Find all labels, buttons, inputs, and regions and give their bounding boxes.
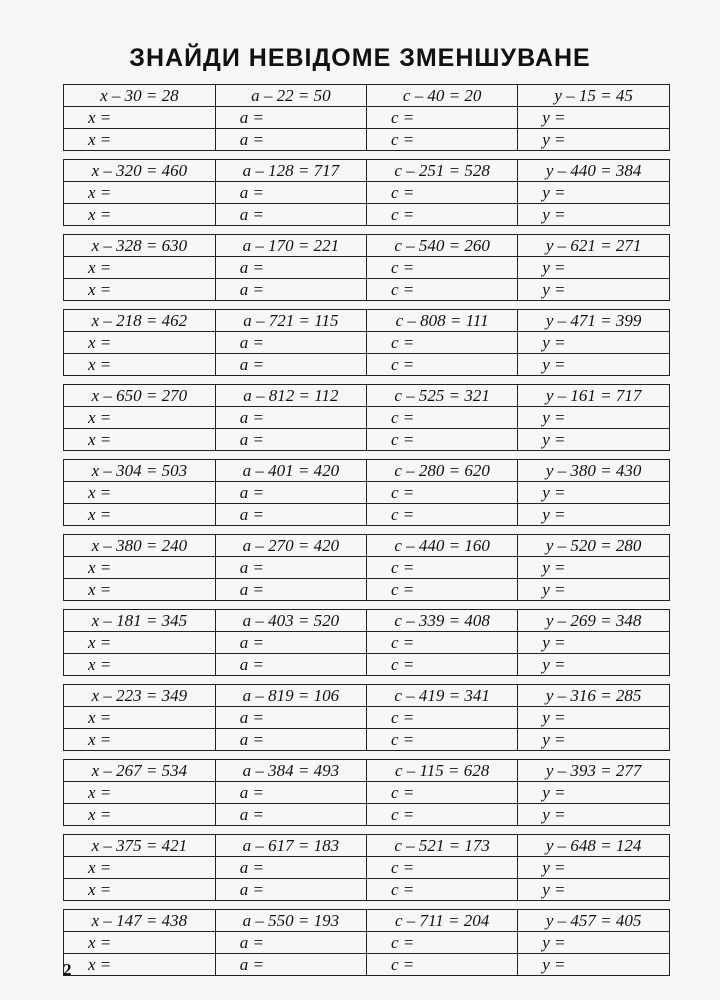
answer-field-y[interactable]: y =: [518, 632, 669, 654]
equation-block: [63, 759, 670, 826]
answer-field-x[interactable]: x =: [64, 204, 215, 226]
answer-field-x[interactable]: x =: [64, 879, 215, 901]
answer-field-y[interactable]: y =: [518, 782, 669, 804]
equation-a: a – 550 = 193: [215, 910, 366, 932]
answer-field-a[interactable]: a =: [215, 654, 366, 676]
answer-field-c[interactable]: c =: [367, 182, 518, 204]
answer-field-c[interactable]: c =: [367, 407, 518, 429]
answer-field-x[interactable]: x =: [64, 129, 215, 151]
answer-field-y[interactable]: y =: [518, 332, 669, 354]
answer-field-y[interactable]: y =: [542, 804, 566, 824]
answer-field-c[interactable]: c =: [367, 429, 518, 451]
equation-block: [63, 834, 670, 901]
answer-field-c[interactable]: c =: [367, 804, 518, 826]
answer-field-y[interactable]: y =: [518, 182, 669, 204]
equation-y: y – 380 = 430: [518, 460, 669, 482]
answer-field-x[interactable]: x =: [64, 332, 215, 354]
answer-field-c[interactable]: c =: [367, 579, 518, 601]
equation-c: c – 711 = 204: [367, 910, 518, 932]
answer-field-x[interactable]: x =: [64, 504, 215, 526]
equation-c: c – 40 = 20: [367, 85, 518, 107]
answer-field-c[interactable]: c =: [367, 332, 518, 354]
answer-field-c[interactable]: c =: [367, 129, 518, 151]
equation-block: [63, 84, 670, 151]
equation-y: y – 457 = 405: [518, 910, 669, 932]
page-title: ЗНАЙДИ НЕВІДОМЕ ЗМЕНШУВАНЕ: [129, 44, 591, 72]
answer-field-y[interactable]: y =: [542, 654, 566, 674]
answer-field-x[interactable]: x =: [64, 579, 215, 601]
equation-x: x – 218 = 462: [64, 310, 215, 332]
answer-field-x[interactable]: x =: [64, 707, 215, 729]
equation-x: x – 650 = 270: [64, 385, 215, 407]
equation-a: a – 819 = 106: [215, 685, 366, 707]
answer-field-c[interactable]: c =: [367, 857, 518, 879]
answer-field-x[interactable]: x =: [64, 804, 215, 826]
answer-field-c[interactable]: c =: [367, 257, 518, 279]
equation-block: [63, 534, 670, 601]
equation-y: y – 471 = 399: [518, 310, 669, 332]
answer-field-a[interactable]: a =: [215, 129, 366, 151]
equation-a: a – 812 = 112: [215, 385, 366, 407]
equation-block: [63, 609, 670, 676]
answer-field-c[interactable]: c =: [367, 557, 518, 579]
answer-field-a[interactable]: a =: [215, 429, 366, 451]
answer-field-a[interactable]: a =: [215, 879, 366, 901]
equation-a: a – 170 = 221: [215, 235, 366, 257]
answer-field-a[interactable]: a =: [215, 354, 366, 376]
equation-x: x – 380 = 240: [64, 535, 215, 557]
answer-field-x[interactable]: x =: [64, 557, 215, 579]
answer-field-x[interactable]: x =: [64, 107, 215, 129]
equation-y: y – 15 = 45: [518, 85, 669, 107]
equation-block: [63, 384, 670, 451]
answer-field-y[interactable]: y =: [542, 954, 566, 974]
answer-field-x[interactable]: x =: [64, 782, 215, 804]
answer-field-y[interactable]: y =: [542, 204, 566, 224]
answer-field-a[interactable]: a =: [215, 332, 366, 354]
answer-field-y[interactable]: y =: [518, 107, 669, 129]
answer-field-c[interactable]: c =: [367, 879, 518, 901]
equation-a: a – 22 = 50: [215, 85, 366, 107]
answer-field-a[interactable]: a =: [215, 729, 366, 751]
answer-field-c[interactable]: c =: [367, 354, 518, 376]
equation-y: y – 440 = 384: [518, 160, 669, 182]
answer-field-y[interactable]: y =: [518, 257, 669, 279]
answer-field-c[interactable]: c =: [367, 504, 518, 526]
answer-field-x[interactable]: x =: [64, 429, 215, 451]
answer-field-a[interactable]: a =: [215, 707, 366, 729]
answer-field-a[interactable]: a =: [215, 279, 366, 301]
answer-field-a[interactable]: a =: [215, 257, 366, 279]
answer-field-y[interactable]: y =: [542, 579, 566, 599]
answer-field-x[interactable]: x =: [64, 654, 215, 676]
answer-field-a[interactable]: a =: [215, 857, 366, 879]
answer-field-a[interactable]: a =: [215, 182, 366, 204]
equation-block: [63, 909, 670, 976]
equation-c: c – 115 = 628: [367, 760, 518, 782]
equation-c: c – 808 = 111: [367, 310, 518, 332]
answer-field-a[interactable]: a =: [215, 632, 366, 654]
equation-y: y – 621 = 271: [518, 235, 669, 257]
equation-c: c – 440 = 160: [367, 535, 518, 557]
equation-x: x – 320 = 460: [64, 160, 215, 182]
answer-field-x[interactable]: x =: [64, 482, 215, 504]
answer-field-c[interactable]: c =: [367, 107, 518, 129]
equation-a: a – 384 = 493: [215, 760, 366, 782]
equation-a: a – 403 = 520: [215, 610, 366, 632]
answer-field-y[interactable]: y =: [542, 504, 566, 524]
answer-field-c[interactable]: c =: [367, 932, 518, 954]
answer-field-x[interactable]: x =: [64, 257, 215, 279]
answer-field-y[interactable]: y =: [518, 407, 669, 429]
answer-field-y[interactable]: y =: [518, 557, 669, 579]
equation-y: y – 520 = 280: [518, 535, 669, 557]
answer-field-a[interactable]: a =: [215, 932, 366, 954]
equation-c: c – 251 = 528: [367, 160, 518, 182]
equation-c: c – 419 = 341: [367, 685, 518, 707]
answer-field-a[interactable]: a =: [215, 482, 366, 504]
answer-field-c[interactable]: c =: [367, 954, 518, 976]
answer-field-y[interactable]: y =: [542, 354, 566, 374]
equation-a: a – 617 = 183: [215, 835, 366, 857]
answer-field-x[interactable]: x =: [64, 954, 215, 976]
equation-block: [63, 234, 670, 301]
answer-field-c[interactable]: c =: [367, 729, 518, 751]
answer-field-c[interactable]: c =: [367, 204, 518, 226]
equation-x: x – 223 = 349: [64, 685, 215, 707]
answer-field-a[interactable]: a =: [215, 557, 366, 579]
equation-c: c – 339 = 408: [367, 610, 518, 632]
answer-field-y[interactable]: y =: [518, 482, 669, 504]
answer-field-a[interactable]: a =: [215, 107, 366, 129]
answer-field-x[interactable]: x =: [64, 632, 215, 654]
equation-x: x – 267 = 534: [64, 760, 215, 782]
equation-y: y – 269 = 348: [518, 610, 669, 632]
equation-y: y – 648 = 124: [518, 835, 669, 857]
equation-c: c – 521 = 173: [367, 835, 518, 857]
answer-field-a[interactable]: a =: [215, 504, 366, 526]
equation-block: [63, 159, 670, 226]
answer-field-a[interactable]: a =: [215, 954, 366, 976]
answer-field-y[interactable]: y =: [542, 279, 566, 299]
answer-field-a[interactable]: a =: [215, 579, 366, 601]
answer-field-y[interactable]: y =: [542, 879, 566, 899]
equation-y: y – 393 = 277: [518, 760, 669, 782]
answer-field-y[interactable]: y =: [518, 707, 669, 729]
answer-field-x[interactable]: x =: [64, 932, 215, 954]
answer-field-a[interactable]: a =: [215, 204, 366, 226]
equation-c: c – 525 = 321: [367, 385, 518, 407]
answer-field-a[interactable]: a =: [215, 782, 366, 804]
answer-field-c[interactable]: c =: [367, 654, 518, 676]
equation-x: x – 147 = 438: [64, 910, 215, 932]
equation-c: c – 280 = 620: [367, 460, 518, 482]
equation-y: y – 161 = 717: [518, 385, 669, 407]
page-number: 2: [63, 960, 72, 979]
answer-field-x[interactable]: x =: [64, 857, 215, 879]
answer-field-y[interactable]: y =: [518, 932, 669, 954]
answer-field-y[interactable]: y =: [542, 729, 566, 749]
equation-block: [63, 459, 670, 526]
answer-field-c[interactable]: c =: [367, 482, 518, 504]
answer-field-x[interactable]: x =: [64, 279, 215, 301]
equation-a: a – 721 = 115: [215, 310, 366, 332]
answer-field-x[interactable]: x =: [64, 354, 215, 376]
equation-x: x – 328 = 630: [64, 235, 215, 257]
answer-field-c[interactable]: c =: [367, 632, 518, 654]
answer-field-c[interactable]: c =: [367, 279, 518, 301]
equation-block: [63, 309, 670, 376]
answer-field-c[interactable]: c =: [367, 707, 518, 729]
equation-a: a – 401 = 420: [215, 460, 366, 482]
equation-a: a – 128 = 717: [215, 160, 366, 182]
equations-grid: [63, 84, 670, 984]
equation-x: x – 30 = 28: [64, 85, 215, 107]
answer-field-x[interactable]: x =: [64, 407, 215, 429]
equation-x: x – 304 = 503: [64, 460, 215, 482]
answer-field-a[interactable]: a =: [215, 407, 366, 429]
equation-block: [63, 684, 670, 751]
answer-field-y[interactable]: y =: [542, 129, 566, 149]
answer-field-a[interactable]: a =: [215, 804, 366, 826]
equation-x: x – 375 = 421: [64, 835, 215, 857]
answer-field-y[interactable]: y =: [542, 429, 566, 449]
equation-a: a – 270 = 420: [215, 535, 366, 557]
answer-field-y[interactable]: y =: [518, 857, 669, 879]
answer-field-x[interactable]: x =: [64, 729, 215, 751]
equation-x: x – 181 = 345: [64, 610, 215, 632]
equation-c: c – 540 = 260: [367, 235, 518, 257]
equation-y: y – 316 = 285: [518, 685, 669, 707]
answer-field-c[interactable]: c =: [367, 782, 518, 804]
answer-field-x[interactable]: x =: [64, 182, 215, 204]
